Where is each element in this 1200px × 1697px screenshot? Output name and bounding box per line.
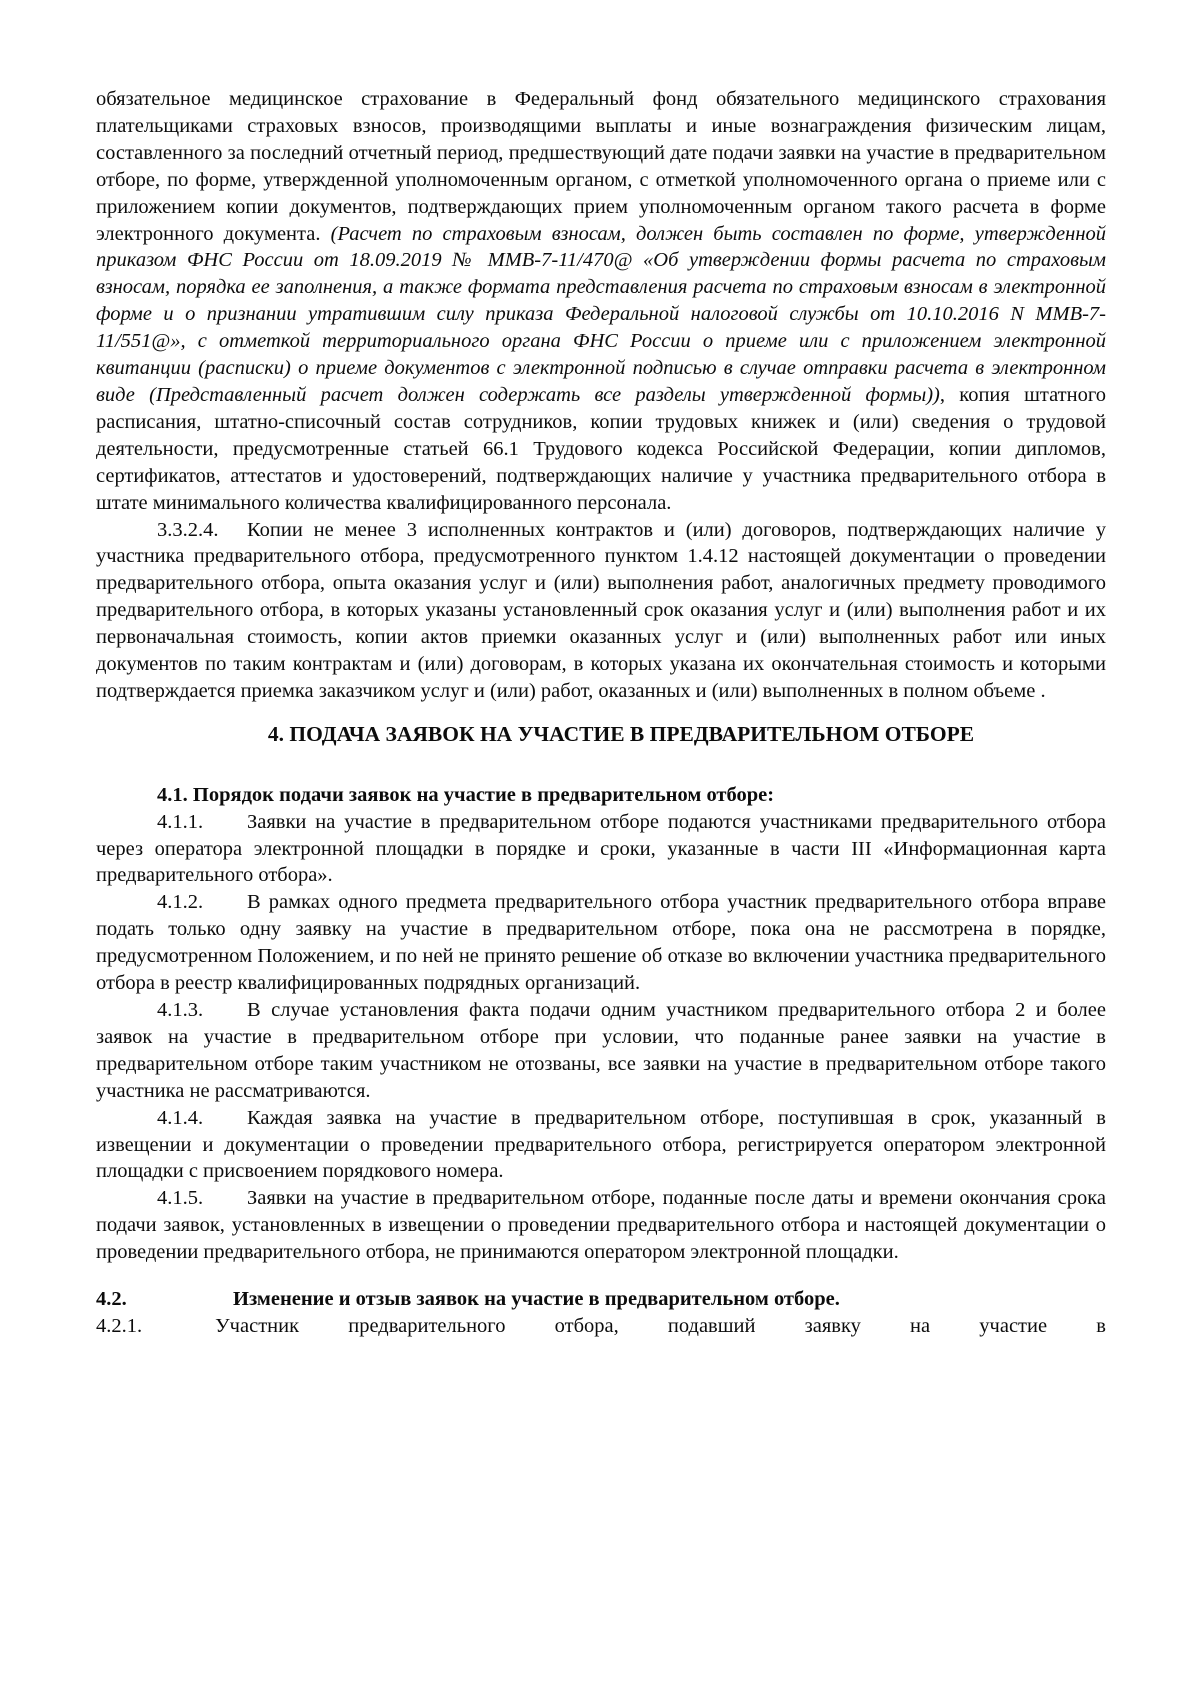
word: заявку: [804, 1314, 861, 1337]
section-4-title: 4. ПОДАЧА ЗАЯВОК НА УЧАСТИЕ В ПРЕДВАРИТЕЛЬНОМ ОТБОРЕ: [267, 721, 975, 746]
intro-italic-note: (Расчет по страховым взносам, должен быть составлен по форме, утвержденной приказом ФНС России от 18.09.2019 № ММВ-7-11/470@ «Об утверждении формы расчета по страховым взносам, порядка ее заполнения, а также формата представления расчета по страховым взносам в электронной форме и о признании утратившим силу приказа Федеральной налоговой службы от 10.10.2016 N ММВ-7-11/551@», с отметкой территориального органа ФНС России о приеме или с приложением электронной квитанции (расписки) о приеме документов с электронной подписью в случае отправки расчета в электронном виде (Представленный расчет должен содержать все разделы утвержденной формы)): [96, 222, 1106, 406]
paragraph-4-2-1: [96, 1313, 1106, 1340]
paragraph-3-3-2-4: [96, 517, 1106, 705]
intro-tail-text: , копия штатного расписания, штатно-списочный состав сотрудников, копии трудовых книжек и (или) сведения о трудовой деятельности, предусмотренные статьей 66.1 Трудового кодекса Российской Федерации, копии дипломов, сертификатов, аттестатов и удостоверений, подтверждающих наличие у участника предварительного отбора в штате минимального количества квалифицированного персонала.: [96, 383, 1107, 514]
clause-text: В случае установления факта подачи одним участником предварительного отбора 2 и более заявок на участие в предварительном отборе при условии, что поданные ранее заявки на участие в предварительном отборе таким участником не отозваны, все заявки на участие в предварительном отборе такого участника не рассматриваются.: [96, 999, 1106, 1102]
word: отбора,: [554, 1314, 619, 1337]
clause-text: В рамках одного предмета предварительного отбора участник предварительного отбора вправе подать только одну заявку на участие в предварительном отборе, пока она не рассмотрена в порядке, предусмотренном Положением, и по ней не принято решение об отказе во включении участника предварительного отбора в реестр квалифицированных подрядных организаций.: [96, 891, 1106, 995]
clause-number: 4.2.1.: [96, 1314, 143, 1337]
intro-text: обязательное медицинское страхование в Федеральный фонд обязательного медицинского страхования плательщиками страховых взносов, производящими выплаты и иные вознаграждения физическим лицам, составленного за последний отчетный период, предшествующий дате подачи заявки на участие в предварительном отборе, по форме, утвержденной уполномоченным органом, с отметкой уполномоченного органа о приеме или с приложением копии документов, подтверждающих прием уполномоченным органом такого расчета в форме электронного документа.: [96, 88, 1106, 245]
word: Участник: [215, 1314, 300, 1337]
clause-text: Каждая заявка на участие в предварительном отборе, поступившая в срок, указанный в извещении и документации о проведении предварительного отбора, регистрируется оператором электронной площадки с присвоением порядкового номера.: [96, 1106, 1106, 1183]
paragraph-4-1-2: [96, 889, 1106, 997]
clause-number: 4.1.1.: [157, 810, 204, 833]
paragraph-4-1-3: [96, 997, 1106, 1105]
subsection-4-2-title: [96, 1286, 1106, 1313]
paragraph-4-1-5: [96, 1185, 1106, 1266]
word: предварительного: [348, 1314, 506, 1337]
clause-text: Заявки на участие в предварительном отборе подаются участниками предварительного отбора через оператора электронной площадки в порядке и сроки, указанные в части III «Информационная карта предварительного отбора».: [96, 810, 1106, 887]
document-page: [96, 86, 1106, 1340]
word: на: [910, 1314, 931, 1337]
clause-text: Копии не менее 3 исполненных контрактов и (или) договоров, подтверждающих наличие у участника предварительного отбора, предусмотренного пунктом 1.4.12 настоящей документации о проведении предварительного отбора, опыта оказания услуг и (или) выполнения работ, аналогичных предмету проводимого предварительного отбора, в которых указаны установленный срок оказания услуг и (или) выполнения работ и их первоначальная стоимость, копии актов приемки оказанных услуг и (или) выполненных работ или иных документов по таким контрактам и (или) договорам, в которых указана их окончательная стоимость и которыми подтверждается приемка заказчиком услуг и (или) работ, оказанных и (или) выполненных в полном объеме .: [96, 518, 1106, 702]
clause-number: 4.2.: [96, 1288, 127, 1311]
clause-number: 4.1.2.: [157, 891, 204, 914]
word: подавший: [667, 1314, 756, 1337]
paragraph-4-1-1: [96, 809, 1106, 890]
paragraph-4-1-4: [96, 1105, 1106, 1186]
word: в: [1096, 1314, 1106, 1337]
word: участие: [979, 1314, 1048, 1337]
subsection-title-text: Изменение и отзыв заявок на участие в предварительном отборе.: [233, 1288, 840, 1311]
clause-number: 4.1.3.: [157, 999, 204, 1021]
paragraph-intro: [96, 86, 1106, 517]
clause-number: 3.3.2.4.: [157, 518, 219, 541]
clause-number: 4.1.5.: [157, 1187, 204, 1210]
clause-text: Заявки на участие в предварительном отборе, поданные после даты и времени окончания срока подачи заявок, установленных в извещении о проведении предварительного отбора и настоящей документации о проведении предварительного отбора, не принимаются оператором электронной площадки.: [96, 1187, 1106, 1264]
subsection-4-1-title: 4.1. Порядок подачи заявок на участие в предварительном отборе:: [157, 783, 775, 806]
clause-number: 4.1.4.: [157, 1106, 204, 1129]
